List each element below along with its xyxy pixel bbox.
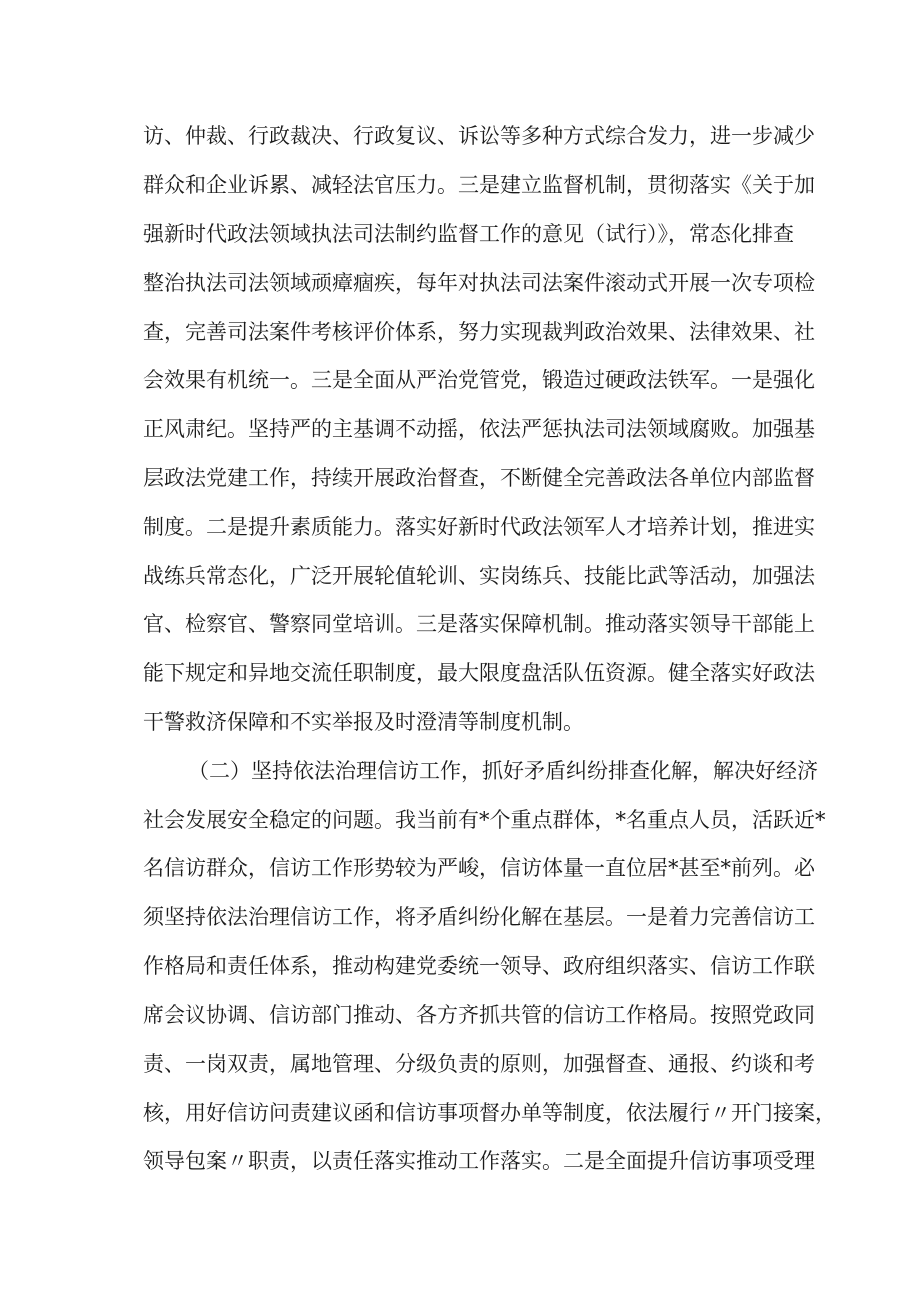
paragraph-heading-line: （二）坚持依法治理信访工作，抓好矛盾纠纷排查化解，解决好经济 <box>188 759 818 783</box>
text-line: 群众和企业诉累、减轻法官压力。三是建立监督机制，贯彻落实《关于加 <box>143 173 815 197</box>
text-line: 名信访群众，信访工作形势较为严峻，信访体量一直位居*甚至*前列。必 <box>143 856 815 880</box>
text-line: 席会议协调、信访部门推动、各方齐抓共管的信访工作格局。按照党政同 <box>143 1003 815 1027</box>
text-line: 社会发展安全稳定的问题。我当前有*个重点群体，*名重点人员，活跃近* <box>143 808 826 832</box>
text-line: 干警救济保障和不实举报及时澄清等制度机制。 <box>143 710 584 734</box>
text-line: 查，完善司法案件考核评价体系，努力实现裁判政治效果、法律效果、社 <box>143 320 815 344</box>
text-line: 战练兵常态化，广泛开展轮值轮训、实岗练兵、技能比武等活动，加强法 <box>143 564 815 588</box>
text-line: 官、检察官、警察同堂培训。三是落实保障机制。推动落实领导干部能上 <box>143 612 815 636</box>
text-line: 核，用好信访问责建议函和信访事项督办单等制度，依法履行〃开门接案， <box>143 1101 836 1125</box>
text-line: 须坚持依法治理信访工作，将矛盾纠纷化解在基层。一是着力完善信访工 <box>143 905 815 929</box>
text-line: 会效果有机统一。三是全面从严治党管党，锻造过硬政法铁军。一是强化 <box>143 368 815 392</box>
text-line: 访、仲裁、行政裁决、行政复议、诉讼等多种方式综合发力，进一步减少 <box>143 124 815 148</box>
text-line: 制度。二是提升素质能力。落实好新时代政法领军人才培养计划，推进实 <box>143 515 815 539</box>
text-line: 领导包案〃职责，以责任落实推动工作落实。二是全面提升信访事项受理 <box>143 1149 815 1173</box>
text-line: 强新时代政法领域执法司法制约监督工作的意见（试行）》，常态化排查 <box>143 222 794 246</box>
text-line: 责、一岗双责，属地管理、分级负责的原则，加强督查、通报、约谈和考 <box>143 1052 815 1076</box>
text-line: 作格局和责任体系，推动构建党委统一领导、政府组织落实、信访工作联 <box>143 954 815 978</box>
text-line: 层政法党建工作，持续开展政治督查，不断健全完善政法各单位内部监督 <box>143 466 815 490</box>
text-line: 整治执法司法领域顽瘴痼疾，每年对执法司法案件滚动式开展一次专项检 <box>143 271 815 295</box>
text-line: 能下规定和异地交流任职制度，最大限度盘活队伍资源。健全落实好政法 <box>143 661 815 685</box>
text-line: 正风肃纪。坚持严的主基调不动摇，依法严惩执法司法领域腐败。加强基 <box>143 417 815 441</box>
